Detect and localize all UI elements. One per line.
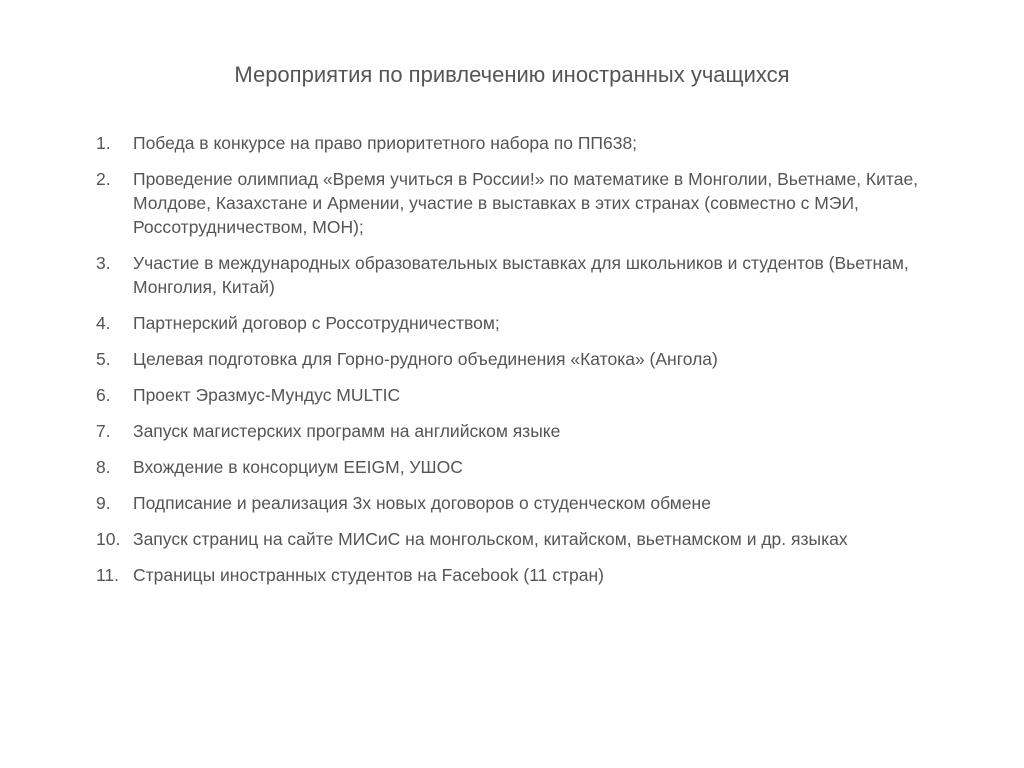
list-item (96, 383, 976, 407)
list-item-text: Подписание и реализация 3х новых договоров о студенческом обмене (133, 493, 711, 513)
list-item-number: 9. (96, 493, 111, 513)
activities-list (96, 131, 976, 599)
list-item-number: 2. (96, 169, 111, 189)
list-item-number: 3. (96, 253, 111, 273)
list-item (96, 563, 976, 587)
list-item-text: Проведение олимпиад «Время учиться в России!» по математике в Монголии, Вьетнаме, Китае, Молдове, Казахстане и Армении, участие в выставках в этих странах (совместно с МЭИ, Россотрудничеством, МОН); (133, 169, 919, 237)
list-item-number: 5. (96, 349, 111, 369)
list-item (96, 347, 976, 371)
list-item-number: 7. (96, 421, 111, 441)
list-item-number: 8. (96, 457, 111, 477)
list-item-text: Вхождение в консорциум EEIGM, УШОС (133, 457, 463, 477)
list-item-number: 11. (96, 565, 120, 585)
list-item (96, 491, 976, 515)
list-item-text: Страницы иностранных студентов на Facebook (11 стран) (133, 565, 604, 585)
list-item-text: Партнерский договор с Россотрудничеством; (133, 313, 500, 333)
list-item (96, 167, 976, 239)
list-item-number: 10. (96, 529, 121, 549)
list-item (96, 419, 976, 443)
list-item-text: Целевая подготовка для Горно-рудного объединения «Катока» (Ангола) (133, 349, 718, 369)
list-item-text: Участие в международных образовательных выставках для школьников и студентов (Вьетнам, Монголия, Китай) (133, 253, 909, 297)
list-item (96, 527, 976, 551)
list-item-text: Победа в конкурсе на право приоритетного набора по ПП638; (133, 133, 638, 153)
list-item-text: Запуск страниц на сайте МИСиС на монгольском, китайском, вьетнамском и др. языках (133, 529, 848, 549)
list-item-number: 4. (96, 313, 111, 333)
list-item (96, 455, 976, 479)
list-item (96, 311, 976, 335)
list-item (96, 131, 976, 155)
list-item-number: 6. (96, 385, 111, 405)
list-item (96, 251, 976, 299)
slide-title: Мероприятия по привлечению иностранных учащихся (234, 62, 790, 87)
list-item-text: Проект Эразмус-Мундус MULTIC (133, 385, 401, 405)
list-item-number: 1. (96, 133, 111, 153)
list-item-text: Запуск магистерских программ на английском языке (133, 421, 561, 441)
